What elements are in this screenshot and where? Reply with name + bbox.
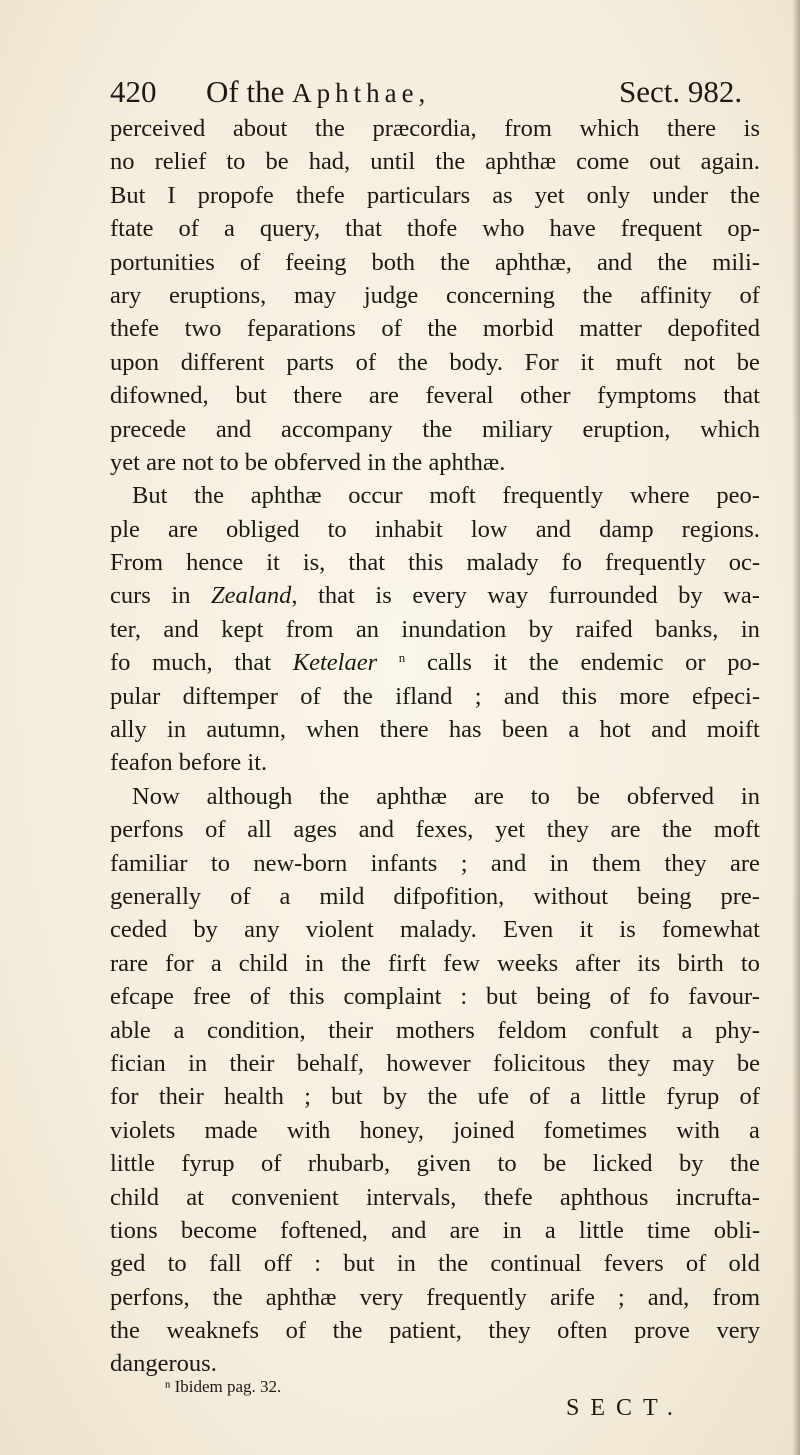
text-line: no relief to be had, until the aphthæ come out again. xyxy=(110,148,760,176)
text-line: familiar to new-born infants ; and in them they are xyxy=(110,849,760,877)
text-line: violets made with honey, joined fometimes with a xyxy=(110,1116,760,1144)
running-header xyxy=(110,70,750,114)
text-line: difowned, but there are feveral other fymptoms that xyxy=(110,382,760,410)
text-line: From hence it is, that this malady fo frequently oc- xyxy=(110,549,760,577)
text-line: upon different parts of the body. For it muft not be xyxy=(110,348,760,376)
text-line: pular diftemper of the ifland ; and this more efpeci- xyxy=(110,682,760,710)
catchword: SECT. xyxy=(566,1395,684,1421)
text-line: ged to fall off : but in the continual fevers of old xyxy=(110,1250,760,1278)
text-line: ary eruptions, may judge concerning the affinity of xyxy=(110,281,760,309)
text-line: rare for a child in the firft few weeks after its birth to xyxy=(110,949,760,977)
text-line: child at convenient intervals, thefe aphthous incrufta- xyxy=(110,1183,760,1211)
footnote: ⁿ Ibidem pag. 32. xyxy=(165,1377,282,1396)
text-line: ple are obliged to inhabit low and damp regions. xyxy=(110,515,760,543)
text-line: ftate of a query, that thofe who have frequent op- xyxy=(110,215,760,243)
text-line: dangerous. xyxy=(110,1350,217,1378)
text-line: portunities of feeing both the aphthæ, and the mili- xyxy=(110,248,760,276)
text-line: for their health ; but by the ufe of a little fyrup of xyxy=(110,1083,760,1111)
running-title xyxy=(206,70,430,115)
title-word: Aphthae, xyxy=(292,78,431,108)
text-line: yet are not to be obferved in the aphthæ. xyxy=(110,448,506,476)
body-text xyxy=(110,112,760,1381)
text-line: ceded by any violent malady. Even it is fomewhat xyxy=(110,916,760,944)
text-line: the weaknefs of the patient, they often prove very xyxy=(110,1317,760,1345)
text-line: ter, and kept from an inundation by raifed banks, in xyxy=(110,615,760,643)
text-line: feafon before it. xyxy=(110,749,268,777)
text-line: little fyrup of rhubarb, given to be licked by the xyxy=(110,1150,760,1178)
text-line: fo much, that Ketelaer $^n$ calls it the endemic or po- xyxy=(110,649,760,677)
text-line: But the aphthæ occur moft frequently where peo- xyxy=(132,482,760,510)
text-line: efcape free of this complaint : but being of fo favour- xyxy=(110,983,760,1011)
text-line: perfons of all ages and fexes, yet they are the moft xyxy=(110,816,760,844)
page-edge-shadow xyxy=(792,0,800,1455)
text-line: fician in their behalf, however folicitous they may be xyxy=(110,1049,760,1077)
text-line: ally in autumn, when there has been a hot and moift xyxy=(110,716,760,744)
title-prefix: Of the xyxy=(206,74,285,109)
text-line: But I propofe thefe particulars as yet only under the xyxy=(110,181,760,209)
section-number: Sect. 982. xyxy=(619,74,743,109)
text-line: tions become foftened, and are in a little time obli- xyxy=(110,1216,760,1244)
text-line: able a condition, their mothers feldom confult a phy- xyxy=(110,1016,760,1044)
text-line: generally of a mild difpofition, without being pre- xyxy=(110,882,760,910)
text-line: thefe two feparations of the morbid matter depofited xyxy=(110,315,760,343)
text-line: curs in Zealand, that is every way furrounded by wa- xyxy=(110,582,760,610)
text-line: perceived about the præcordia, from which there is xyxy=(110,115,760,142)
text-line: Now although the aphthæ are to be obferved in xyxy=(132,782,760,810)
text-line: perfons, the aphthæ very frequently arife ; and, from xyxy=(110,1283,760,1311)
text-line: precede and accompany the miliary eruption, which xyxy=(110,415,760,443)
page-number: 420 xyxy=(110,74,157,109)
